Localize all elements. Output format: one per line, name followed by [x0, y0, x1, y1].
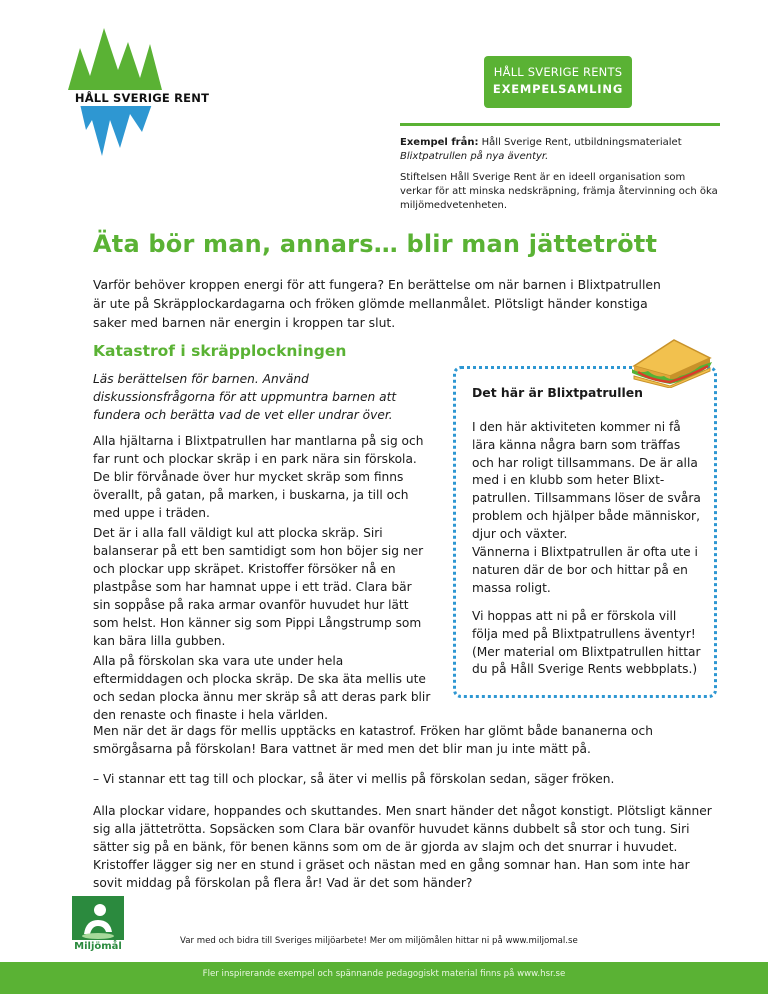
foundation-description: Stiftelsen Håll Sverige Rent är en ideell organisation som verkar för att minska nedskräpning, främja återvinning och öka miljömedvetenheten. [400, 172, 718, 211]
source-subtitle: Blixtpatrullen på nya äventyr. [400, 151, 549, 162]
exempelsamling-badge [484, 56, 632, 108]
source-label: Exempel från: [400, 137, 479, 148]
story-paragraph-3: Alla på förskolan ska vara ute under hela eftermiddagen och plocka skräp. De ska äta mellis ute och sedan plocka ännu mer skräp så att deras park blir den renaste och finaste i hela världen. [93, 654, 431, 722]
badge-line2: EXEMPELSAMLING [492, 82, 624, 96]
info-box-paragraph-2: Vännerna i Blixtpatrullen är ofta ute i naturen där de bor och hittar på en massa roligt. [472, 545, 698, 595]
intro-paragraph: Varför behöver kroppen energi för att fungera? En berättelse om när barnen i Blixtpatrullen är ute på Skräpplockardagarna och fröken glömde mellanmålet. Plötsligt händer konstiga saker med barnen när energin i kroppen tar slut. [93, 277, 661, 330]
info-box-title: Det här är Blixtpatrullen [472, 385, 643, 400]
story-paragraph-5: – Vi stannar ett tag till och plockar, så äter vi mellis på förskolan sedan, säger fröken. [93, 772, 615, 786]
info-box-paragraph-3: Vi hoppas att ni på er förskola vill följa med på Blixtpatrullens äventyr! (Mer material om Blixtpatrullen hittar du på Håll Sverige Rents webbplats.) [472, 609, 701, 677]
badge-divider [400, 123, 720, 126]
story-paragraph-1: Alla hjältarna i Blixtpatrullen har mantlarna på sig och far runt och plockar skräp i en park nära sin förskola. De blir förvånade över hur mycket skräp som finns överallt, på gatan, på marken, i buskarna, ja till och med uppe i träden. [93, 434, 424, 520]
story-paragraph-4: Men när det är dags för mellis upptäcks en katastrof. Fröken har glömt både bananerna och smörgåsarna på förskolan! Bara vattnet är med men det blir man ju inte mätt på. [93, 724, 653, 756]
footer-miljomal-text: Var med och bidra till Sveriges miljöarbete! Mer om miljömålen hittar ni på www.miljomal.se [180, 936, 578, 946]
story-paragraph-2: Det är i alla fall väldigt kul att plocka skräp. Siri balanserar på ett ben samtidigt som hon böjer sig ner och plockar upp skräpet. Kristoffer försöker nå en plastpåse som har hamnat uppe i ett träd. Clara bär sin soppåse på raka armar ovanför huvudet hur lätt som helst. Hon känner sig som Pippi Långstrump som kan bära lilla gubben. [93, 526, 424, 648]
source-text: Håll Sverige Rent, utbildningsmaterialet [478, 137, 682, 148]
miljomal-label: Miljömål [74, 941, 122, 952]
sandwich-icon [630, 336, 714, 388]
instruction-paragraph: Läs berättelsen för barnen. Använd diskussionsfrågorna för att uppmuntra barnen att fundera och berätta vad de vet eller undrar över. [93, 372, 397, 422]
section-title: Katastrof i skräpplockningen [93, 342, 347, 360]
hsr-logo-text: HÅLL SVERIGE RENT [62, 90, 222, 106]
badge-line1: HÅLL SVERIGE RENTS [493, 65, 623, 79]
source-note [400, 136, 720, 164]
story-paragraph-6: Alla plockar vidare, hoppandes och skuttandes. Men snart händer det något konstigt. Plötsligt känner sig alla jättetrötta. Sopsäcken som Clara bär ovanför huvudet känns dubbelt så stor och tung. Siri sätter sig på en bänk, för benen känns som om de är gjorda av slajm och det snurrar i huvudet. Kristoffer lägger sig ner en stund i gräset och nästan med en gång somnar han. Han som inte har sovit middag på förskolan på flera år! Vad är det som händer? [93, 804, 712, 890]
footer-bar: Fler inspirerande exempel och spännande pedagogiskt material finns på www.hsr.se [0, 962, 768, 994]
page-title: Äta bör man, annars… blir man jättetrött [93, 230, 658, 258]
info-box-paragraph-1: I den här aktiviteten kommer ni få lära känna några barn som träffas och har roligt tillsammans. De är alla med i en klubb som heter Blixt-patrullen. Tillsammans löser de svåra problem och hjälper både människor, djur och växter. [472, 420, 701, 541]
